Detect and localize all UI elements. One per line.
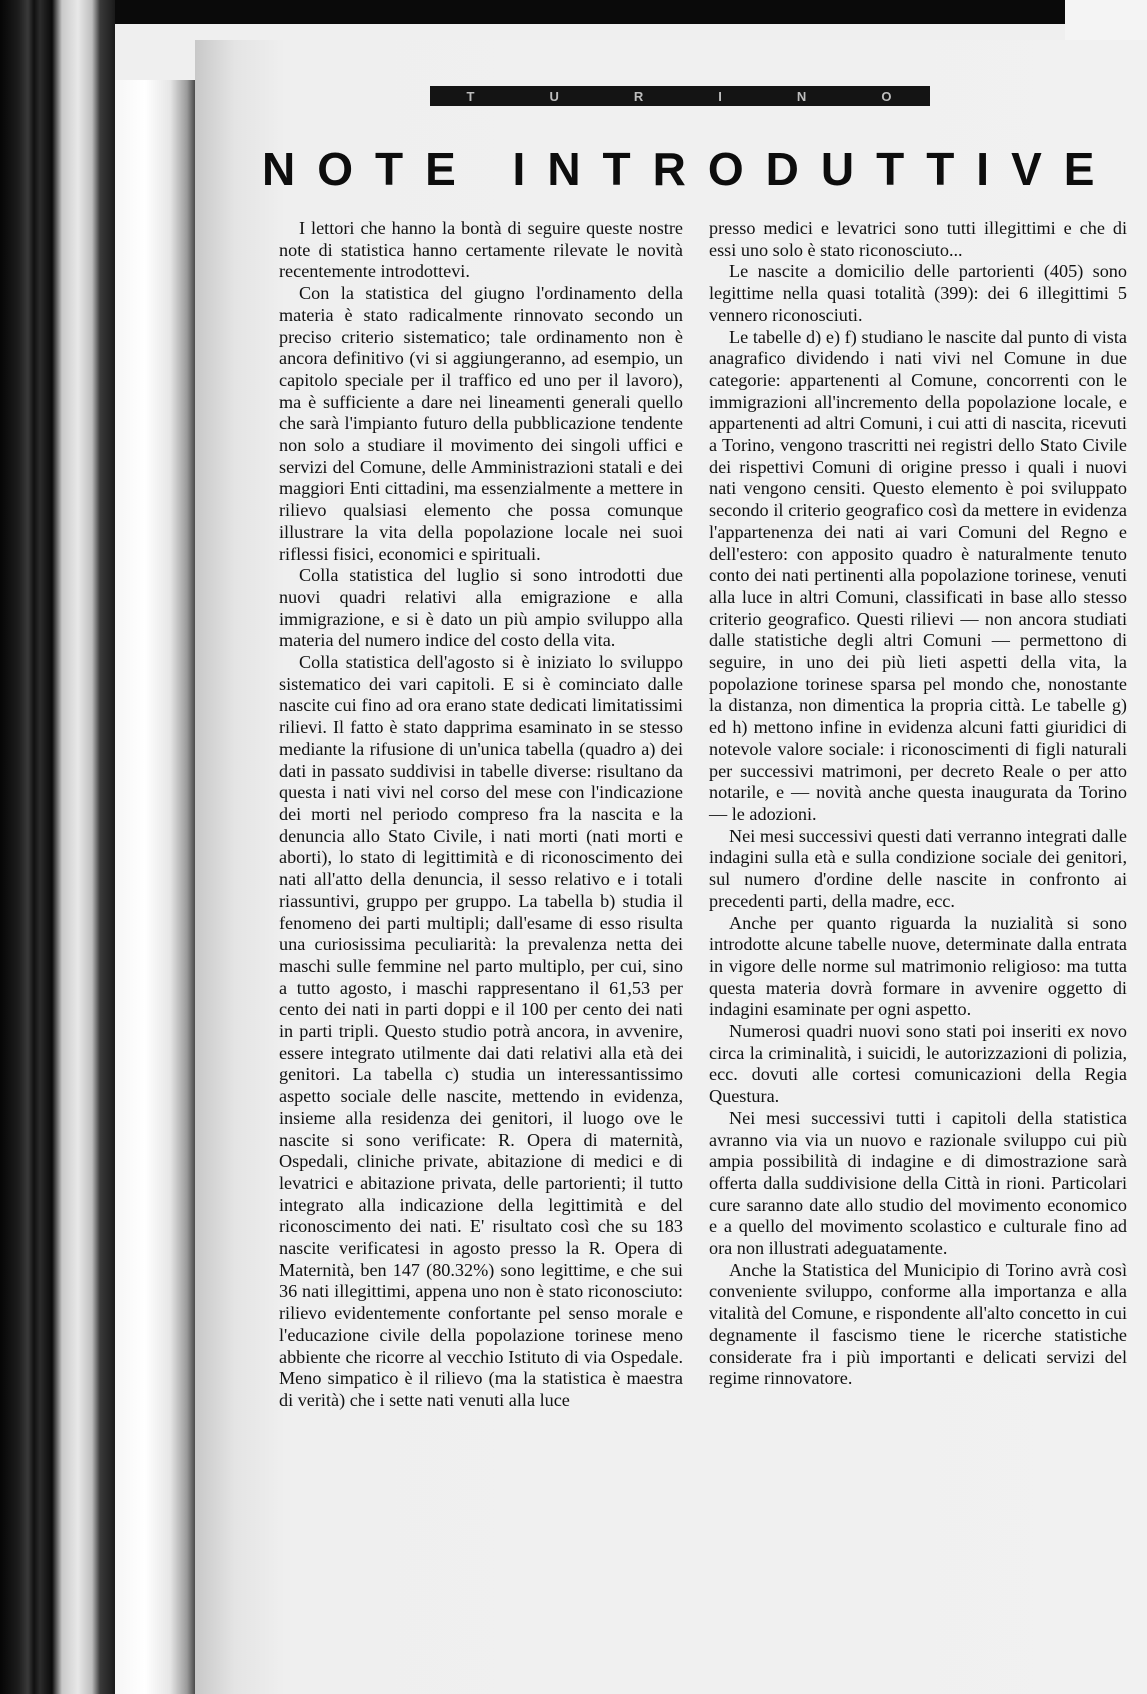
paragraph: presso medici e levatrici sono tutti illegittimi e che di essi uno solo è stato riconosciuto... (709, 218, 1127, 260)
paragraph: Nei mesi successivi questi dati verranno integrati dalle indagini sulla età e sulla condizione sociale dei genitori, sul numero d'ordine delle nascite in confronto ai precedenti parti, della madre, ecc. (709, 825, 1127, 911)
paragraph: Anche la Statistica del Municipio di Torino avrà così conveniente sviluppo, conforme alla importanza e alla vitalità del Comune, e rispondente all'alto concetto in cui degnamente il fascismo tiene le ricerche statistiche considerate fra i più importanti e delicati servizi del regime rinnovatore. (709, 1259, 1127, 1389)
header-letter: O (881, 88, 894, 104)
paragraph: Numerosi quadri nuovi sono stati poi inseriti ex novo circa la criminalità, i suicidi, le autorizzazioni di polizia, ecc. dovuti alle cortesi comunicazioni della Regia Questura. (709, 1021, 1127, 1107)
paragraph: Le nascite a domicilio delle partorienti (405) sono legittime nella quasi totalità (399): dei 6 illegittimi 5 vennero riconosciuti. (709, 261, 1127, 325)
paragraph: Con la statistica del giugno l'ordinamento della materia è stato radicalmente rinnovato secondo un preciso criterio sistematico; tale ordinamento non è ancora definitivo (vi si aggiungeranno, ad esempio, un capitolo speciale per il traffico ed uno per il lavoro), ma è sufficiente a dare nei lineamenti generali quello che sarà l'impianto futuro della pubblicazione tendente non solo a studiare il movimento dei singoli uffici e servizi del Comune, delle Amministrazioni statali e dei maggiori Enti cittadini, ma essenzialmente a mettere in rilievo qualsiasi elemento che possa comunque illustrare la vita della popolazione locale nei suoi riflessi fisici, economici e spirituali. (279, 283, 683, 564)
header-letter: T (466, 88, 477, 104)
header-letter: R (633, 88, 646, 104)
page-title: NOTE INTRODUTTIVE (262, 143, 1117, 195)
header-letter: I (718, 88, 724, 104)
right-column (709, 218, 1127, 1390)
paragraph: I lettori che hanno la bontà di seguire queste nostre note di statistica hanno certamente rilevate le novità recentemente introdottevi. (279, 218, 683, 282)
page-edge-strip (115, 80, 195, 1694)
paragraph: Colla statistica del luglio si sono introdotti due nuovi quadri relativi alla emigrazione e alla immigrazione, e si è dato un più ampio sviluppo alla materia del numero indice del costo della vita. (279, 565, 683, 651)
paragraph: Anche per quanto riguarda la nuzialità si sono introdotte alcune tabelle nuove, determinate dalla entrata in vigore delle norme sul matrimonio religioso: ma tutta questa materia dovrà formare in avvenire oggetto di indagini esaminate per ogni aspetto. (709, 912, 1127, 1020)
left-column (279, 218, 683, 1412)
running-header (430, 84, 930, 108)
paragraph: Colla statistica dell'agosto si è iniziato lo sviluppo sistematico dei vari capitoli. E si è cominciato dalle nascite cui fino ad ora erano state dedicati limitatissimi rilievi. Il fatto è stato dapprima esaminato in se stesso mediante la rifusione di un'unica tabella (quadro a) dei dati in passato suddivisi in tabelle diverse: risultano da questa i nati vivi nel corso del mese con l'indicazione dei morti nel periodo compreso fra la nascita e la denuncia allo Stato Civile, i nati morti (nati morti e aborti), lo stato di legittimità e di riconoscimento dei nati all'atto della denuncia, il sesso relativo e i totali riassuntivi, gruppo per gruppo. La tabella b) studia il fenomeno dei parti multipli; dall'esame di esso risulta una curiosissima peculiarità: la prevalenza netta dei maschi sulle femmine nel parto multiplo, per cui, sino a tutto agosto, i maschi rappresentano il 61,53 per cento dei nati in parti doppi e il 100 per cento dei nati in parti tripli. Questo studio potrà ancora, in avvenire, essere integrato utilmente dai dati relativi alla età dei genitori. La tabella c) studia un interessantissimo aspetto sociale delle nascite, mettendo in evidenza, insieme alla residenza dei genitori, il luogo ove le nascite si sono verificate: R. Opera di maternità, Ospedali, cliniche private, abitazione di medici e di levatrici e abitazione privata, delle partorienti; il tutto integrato alla indicazione della legittimità e del riconoscimento dei nati. E' risultato così che su 183 nascite verificatesi in agosto presso la R. Opera di Maternità, ben 147 (80.32%) sono legittime, e che sui 36 nati illegittimi, appena uno non è stato riconosciuto: rilievo evidentemente confortante pel senso morale e l'educazione civile della popolazione torinese meno abbiente che ricorre al vecchio Istituto di via Ospedale. Meno simpatico è il rilievo (ma la statistica è maestra di verità) che i sette nati venuti alla luce (279, 652, 683, 1410)
header-letter: U (549, 88, 561, 104)
paragraph: Nei mesi successivi tutti i capitoli della statistica avranno via via un nuovo e razionale sviluppo cui più ampia possibilità di indagine e di dimostrazione sarà offerta dalla suddivisione della Città in rioni. Particolari cure saranno date allo studio del movimento economico e a quello del movimento scolastico e culturale fino ad ora non illustrati adeguatamente. (709, 1107, 1127, 1259)
scan-binding-edge (0, 0, 115, 1694)
scan-top-border (0, 0, 1147, 24)
paragraph: Le tabelle d) e) f) studiano le nascite dal punto di vista anagrafico dividendo i nati vivi nel Comune in due categorie: appartenenti al Comune, concorrenti con le immigrazioni all'incremento della popolazione locale, e appartenenti ad altri Comuni, i cui atti di nascita, ricevuti a Torino, vengono trascritti nei registri dello Stato Civile dei rispettivi Comuni di origine presso i quali i nuovi nati vengono censiti. Questo elemento è poi sviluppato secondo il criterio geografico così da mettere in evidenza l'appartenenza dei nati ai vari Comuni del Regno e dell'estero: con apposito quadro è naturalmente tenuto conto dei nati pertinenti alla popolazione torinese, venuti alla luce in altri Comuni, classificati in base allo stesso criterio geografico. Questi rilievi — non ancora studiati dalle statistiche degli altri Comuni — permettono di seguire, in uno dei più lieti aspetti della vita, la popolazione torinese sparsa pel mondo che, nonostante la distanza, non dimentica la propria città. Le tabelle g) ed h) mettono infine in evidenza alcuni fatti giuridici di notevole valore sociale: i riconoscimenti di figli naturali per successivi matrimoni, per decreto Reale o per atto notarile, e — novità anche questa inaugurata da Torino — le adozioni. (709, 326, 1127, 824)
header-letter: N (796, 88, 809, 104)
